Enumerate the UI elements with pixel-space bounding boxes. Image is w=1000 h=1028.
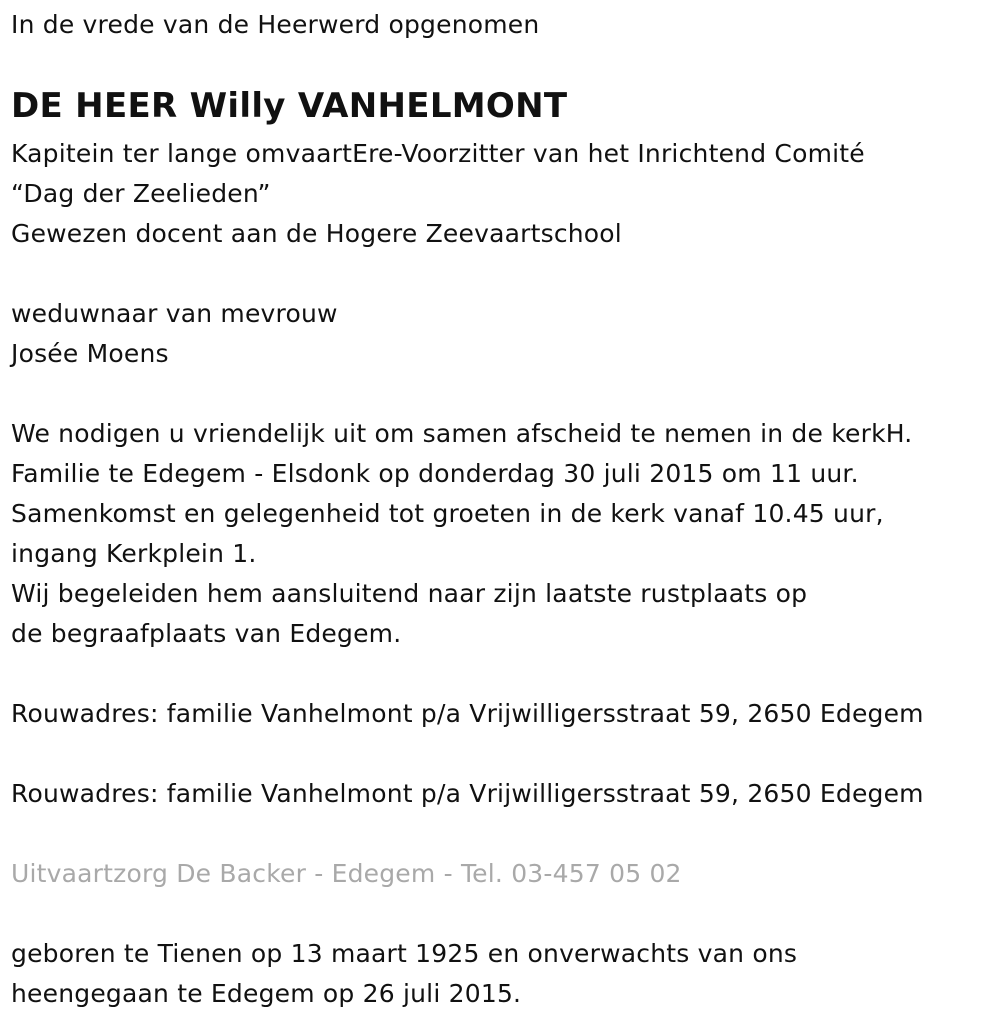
spouse-name: Josée Moens [11,339,169,368]
title-line: Kapitein ter lange omvaartEre-Voorzitter van het Inrichtend Comité [11,139,865,168]
birth-death-line: heengegaan te Edegem op 26 juli 2015. [11,979,522,1008]
title-line: Gewezen docent aan de Hogere Zeevaartschool [11,219,622,248]
ceremony-line: Familie te Edegem - Elsdonk op donderdag 30 juli 2015 om 11 uur. [11,459,859,488]
mourning-address: Rouwadres: familie Vanhelmont p/a Vrijwilligersstraat 59, 2650 Edegem [11,699,924,728]
deceased-name: DE HEER Willy VANHELMONT [11,86,568,126]
ceremony-line: ingang Kerkplein 1. [11,539,257,568]
ceremony-line: Wij begeleiden hem aansluitend naar zijn laatste rustplaats op [11,579,808,608]
ceremony-line: Samenkomst en gelegenheid tot groeten in de kerk vanaf 10.45 uur, [11,499,884,528]
intro-line: In de vrede van de Heerwerd opgenomen [11,10,540,39]
mourning-address: Rouwadres: familie Vanhelmont p/a Vrijwilligersstraat 59, 2650 Edegem [11,779,924,808]
ceremony-line: de begraafplaats van Edegem. [11,619,402,648]
birth-death-line: geboren te Tienen op 13 maart 1925 en onverwachts van ons [11,939,798,968]
title-line: “Dag der Zeelieden” [11,179,271,208]
ceremony-line: We nodigen u vriendelijk uit om samen afscheid te nemen in de kerkH. [11,419,913,448]
spouse-label: weduwnaar van mevrouw [11,299,338,328]
funeral-home-contact: Uitvaartzorg De Backer - Edegem - Tel. 03-457 05 02 [11,859,682,888]
